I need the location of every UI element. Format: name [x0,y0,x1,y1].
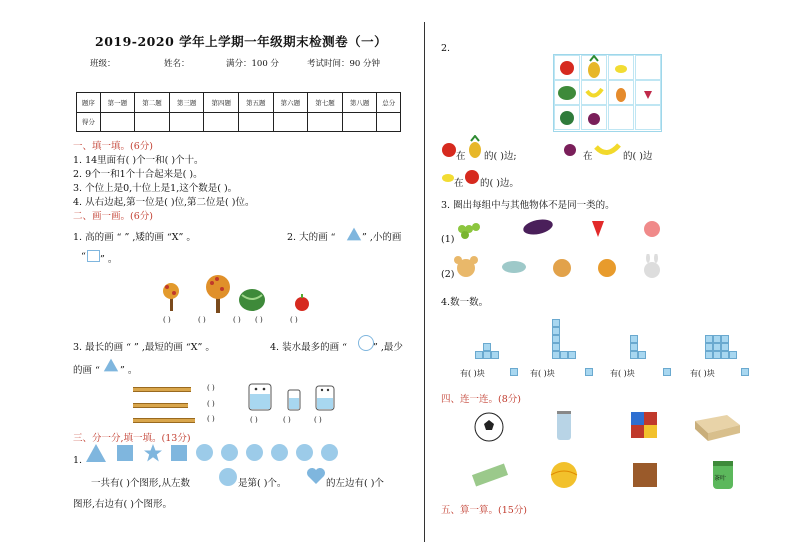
bracket: ( ) [314,416,322,424]
wooden-block-icon [633,463,657,487]
s3-line-2: 图形,右边有( )个图形。 [73,499,172,510]
pineapple-icon [469,136,481,158]
s1-line-2: 2. 9个一和1个十合起来是( )。 [73,169,203,180]
s2-q4-c: 的画 “ [73,365,100,376]
pear-icon [616,88,626,102]
page-title: 2019-2020 学年上学期一年级期末检测卷（一） [95,34,388,49]
s2-q1: 1. 高的画 “ ” ,矮的画 “X” 。 [73,232,196,243]
pencil-icon [133,403,188,408]
bracket: ( ) [290,316,298,324]
fruit-group-row [452,215,672,243]
section-4-heading: 四、连一连。(8分) [441,394,521,405]
grapes-icon [458,223,480,239]
name-label: 姓名： [164,59,190,69]
s2-q2-b: ” ,小的画 [362,232,402,243]
fish-icon [502,261,526,273]
r-l2a: 在 [454,178,464,189]
square-shape-icon [171,445,187,461]
bracket: ( ) [207,400,215,408]
medium-cup-icon [316,386,334,410]
full-score-label: 满分：100 分 [226,59,279,69]
cube-stack-2 [548,315,580,367]
r-q4: 4.数一数。 [441,297,489,308]
fruit-position-grid [553,54,662,132]
r-l1a: 在 [456,151,466,162]
tea-label: 茶叶 [714,475,727,482]
small-cube-icon [741,368,749,376]
table-cell: 第四题 [204,93,239,113]
r-q2-num: 2. [441,43,451,54]
s1-line-1: 1. 14里面有( )个一和( )个十。 [73,155,204,166]
pencil-icon [133,387,191,392]
r-group-1: (1) [441,234,455,245]
small-cube-icon [663,368,671,376]
banana-icon [596,145,619,153]
small-cup-icon [288,390,300,410]
objects-matching-illustration [465,407,750,497]
s1-line-3: 3. 个位上是0,十位上是1,这个数是( )。 [73,183,238,194]
r-l1d: 的( )边 [623,151,653,162]
tall-tree-icon [206,275,230,313]
broccoli-icon [560,111,574,125]
s3-line-1a: 一共有( )个图形,从左数 [91,478,190,489]
r-group-2: (2) [441,269,455,280]
table-cell: 第二题 [135,93,170,113]
r-l2b: 的( )边。 [480,178,519,189]
score-table-header-row [77,93,401,113]
circle-shape-icon [321,444,338,461]
cube-stack-3 [626,333,656,367]
triangle-shape-icon [86,444,106,462]
soccer-ball-icon [475,413,503,441]
score-table-score-row [77,112,401,132]
small-apple-icon [295,294,309,311]
count-label-1: 有( )块 [460,369,485,378]
count-label-3: 有( )块 [610,369,635,378]
time-label: 考试时间：90 分钟 [307,59,381,69]
score-cell[interactable] [239,112,274,132]
box-icon [695,415,740,441]
s2-q4-a: 4. 装水最多的画 “ [270,342,347,353]
score-table [76,92,401,132]
rabbit-icon [644,254,660,278]
table-cell: 题序 [77,93,101,113]
section-2-heading: 二、画一画。(6分) [73,211,153,222]
cube-stack-4 [703,325,737,367]
s3-line-1c: 的左边有( )个 [326,478,384,489]
table-cell: 第八题 [342,93,377,113]
can-icon [557,411,571,440]
table-cell: 第七题 [308,93,343,113]
score-cell[interactable] [204,112,239,132]
table-cell: 第一题 [100,93,135,113]
volleyball-icon [551,462,577,488]
section-1-heading: 一、填一填。(6分) [73,141,153,152]
peach-icon [644,221,660,237]
apple-icon [465,170,479,184]
smiley-face-icon [271,444,288,461]
banana-icon [587,89,602,96]
s3-line-1b: 是第( )个。 [238,478,287,489]
beet-and-banana-icons [561,135,625,159]
bracket: ( ) [283,416,291,424]
beet-icon [588,113,600,125]
score-cell[interactable] [342,112,377,132]
r-q3: 3. 圈出每组中与其他物体不是同一类的。 [441,200,615,211]
score-cell[interactable] [308,112,343,132]
small-cube-icon [585,368,593,376]
big-watermelon-icon [239,289,265,311]
circle-shape-icon [296,444,313,461]
eggplant-icon [522,217,554,237]
lemon-icon [615,65,627,73]
table-cell: 得分 [77,112,101,132]
bracket: ( ) [207,415,215,423]
strawberry-icon [592,221,604,237]
s2-q3: 3. 最长的画 “ ” ,最短的画 “X” 。 [73,342,215,353]
large-cup-icon [249,384,271,410]
section-3-heading: 三、分一分,填一填。(13分) [73,433,191,444]
lemon-icon [442,174,454,182]
s2-q4-d: ” 。 [120,365,138,376]
bracket: ( ) [207,384,215,392]
star-shape-icon [143,443,163,463]
count-label-2: 有( )块 [530,369,555,378]
section-5-heading: 五、算一算。(15分) [441,505,528,516]
score-cell[interactable] [135,112,170,132]
triangle-icon [104,359,118,372]
watermelon-icon [558,86,576,100]
smiley-face-icon [221,444,238,461]
strawberry-icon [644,91,652,99]
table-cell: 第三题 [169,93,204,113]
table-cell: 第五题 [239,93,274,113]
circle-shape-icon [219,468,237,486]
class-label: 班级： [90,59,116,69]
score-cell[interactable] [100,112,135,132]
apple-icon [442,143,456,157]
count-label-4: 有( )块 [690,369,715,378]
s2-q2-a: 2. 大的画 “ [287,232,336,243]
cow-icon [553,259,571,277]
bracket: ( ) [198,316,206,324]
s2-q4-b: ” ,最少 [373,342,403,353]
s2-q2-c: “ [81,251,86,262]
table-cell: 第六题 [273,93,308,113]
small-tree-icon [163,283,179,311]
s3-num: 1. [73,455,83,466]
eraser-icon [472,464,508,487]
heart-shape-icon [306,467,326,485]
pencil-icon [133,418,195,423]
cube-stack-1 [473,337,503,367]
smiley-face-icon [246,444,263,461]
pineapple-icon [588,56,600,78]
small-cube-icon [510,368,518,376]
score-cell[interactable] [377,112,401,132]
r-l1b: 的( )边; [484,151,517,162]
s1-line-4: 4. 从右边起,第一位是( )位,第二位是( )位。 [73,197,255,208]
circle-outline-icon [358,335,374,351]
triangle-icon [347,228,361,241]
bracket: ( ) [255,316,263,324]
apple-icon [560,61,574,75]
square-shape-icon [117,445,133,461]
square-outline-icon [87,250,100,262]
rubiks-cube-icon [631,412,657,438]
bracket: ( ) [250,416,258,424]
bracket: ( ) [233,316,241,324]
smiley-face-icon [196,444,213,461]
score-cell[interactable] [169,112,204,132]
column-divider [424,22,425,542]
beet-icon [564,144,576,156]
trees-and-fruits-illustration [160,273,330,315]
r-l1c: 在 [583,151,593,162]
animal-group-row [452,254,672,282]
water-cups-illustration [246,380,341,414]
s2-q2-d: ” 。 [100,254,118,265]
mouse-icon [454,256,478,277]
tiger-icon [598,259,616,277]
table-cell: 总分 [377,93,401,113]
score-cell[interactable] [273,112,308,132]
bracket: ( ) [163,316,171,324]
